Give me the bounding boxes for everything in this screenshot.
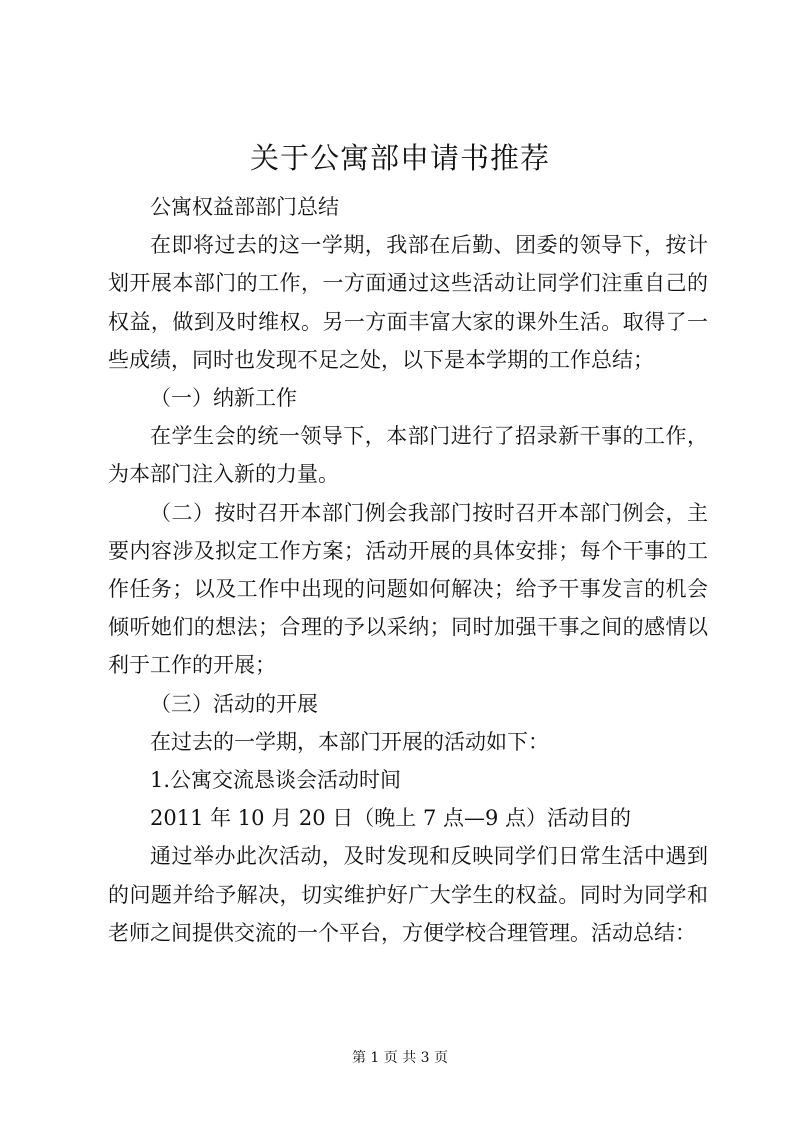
paragraph-activities-intro: 在过去的一学期，本部门开展的活动如下： xyxy=(150,729,549,754)
section-heading-summary: 公寓权益部部门总结 xyxy=(150,195,339,219)
section-heading-recruitment: （一）纳新工作 xyxy=(150,386,297,411)
document-title: 关于公寓部申请书推荐 xyxy=(249,141,550,175)
paragraph-meetings: （二）按时召开本部门例会我部门按时召开本部门例会，主要内容涉及拟定工作方案；活动开展的具体安排；每个干事的工作任务；以及工作中出现的问题如何解决；给予干事发言的机会倾听她们的想法；合理的予以采纳；同时加强干事之间的感情以利于工作的开展； xyxy=(108,500,708,678)
paragraph-activity-purpose: 通过举办此次活动，及时发现和反映同学们日常生活中遇到的问题并给予解决，切实维护好广大学生的权益。同时为同学和老师之间提供交流的一个平台，方便学校合理管理。活动总结： xyxy=(108,844,708,945)
paragraph-recruitment: 在学生会的统一领导下，本部门进行了招录新干事的工作，为本部门注入新的力量。 xyxy=(108,424,708,487)
activity-item-heading: 1.公寓交流恳谈会活动时间 xyxy=(150,768,402,793)
activity-date: 2011 年 10 月 20 日（晚上 7 点—9 点）活动目的 xyxy=(150,806,632,831)
document-body xyxy=(108,188,708,952)
page-number-footer: 第 1 页 共 3 页 xyxy=(351,1050,449,1066)
paragraph-intro: 在即将过去的这一学期，我部在后勤、团委的领导下，按计划开展本部门的工作，一方面通过这些活动让同学们注重自己的权益，做到及时维权。另一方面丰富大家的课外生活。取得了一些成绩，同时也发现不足之处，以下是本学期的工作总结； xyxy=(108,233,708,372)
section-heading-activities: （三）活动的开展 xyxy=(150,691,318,716)
